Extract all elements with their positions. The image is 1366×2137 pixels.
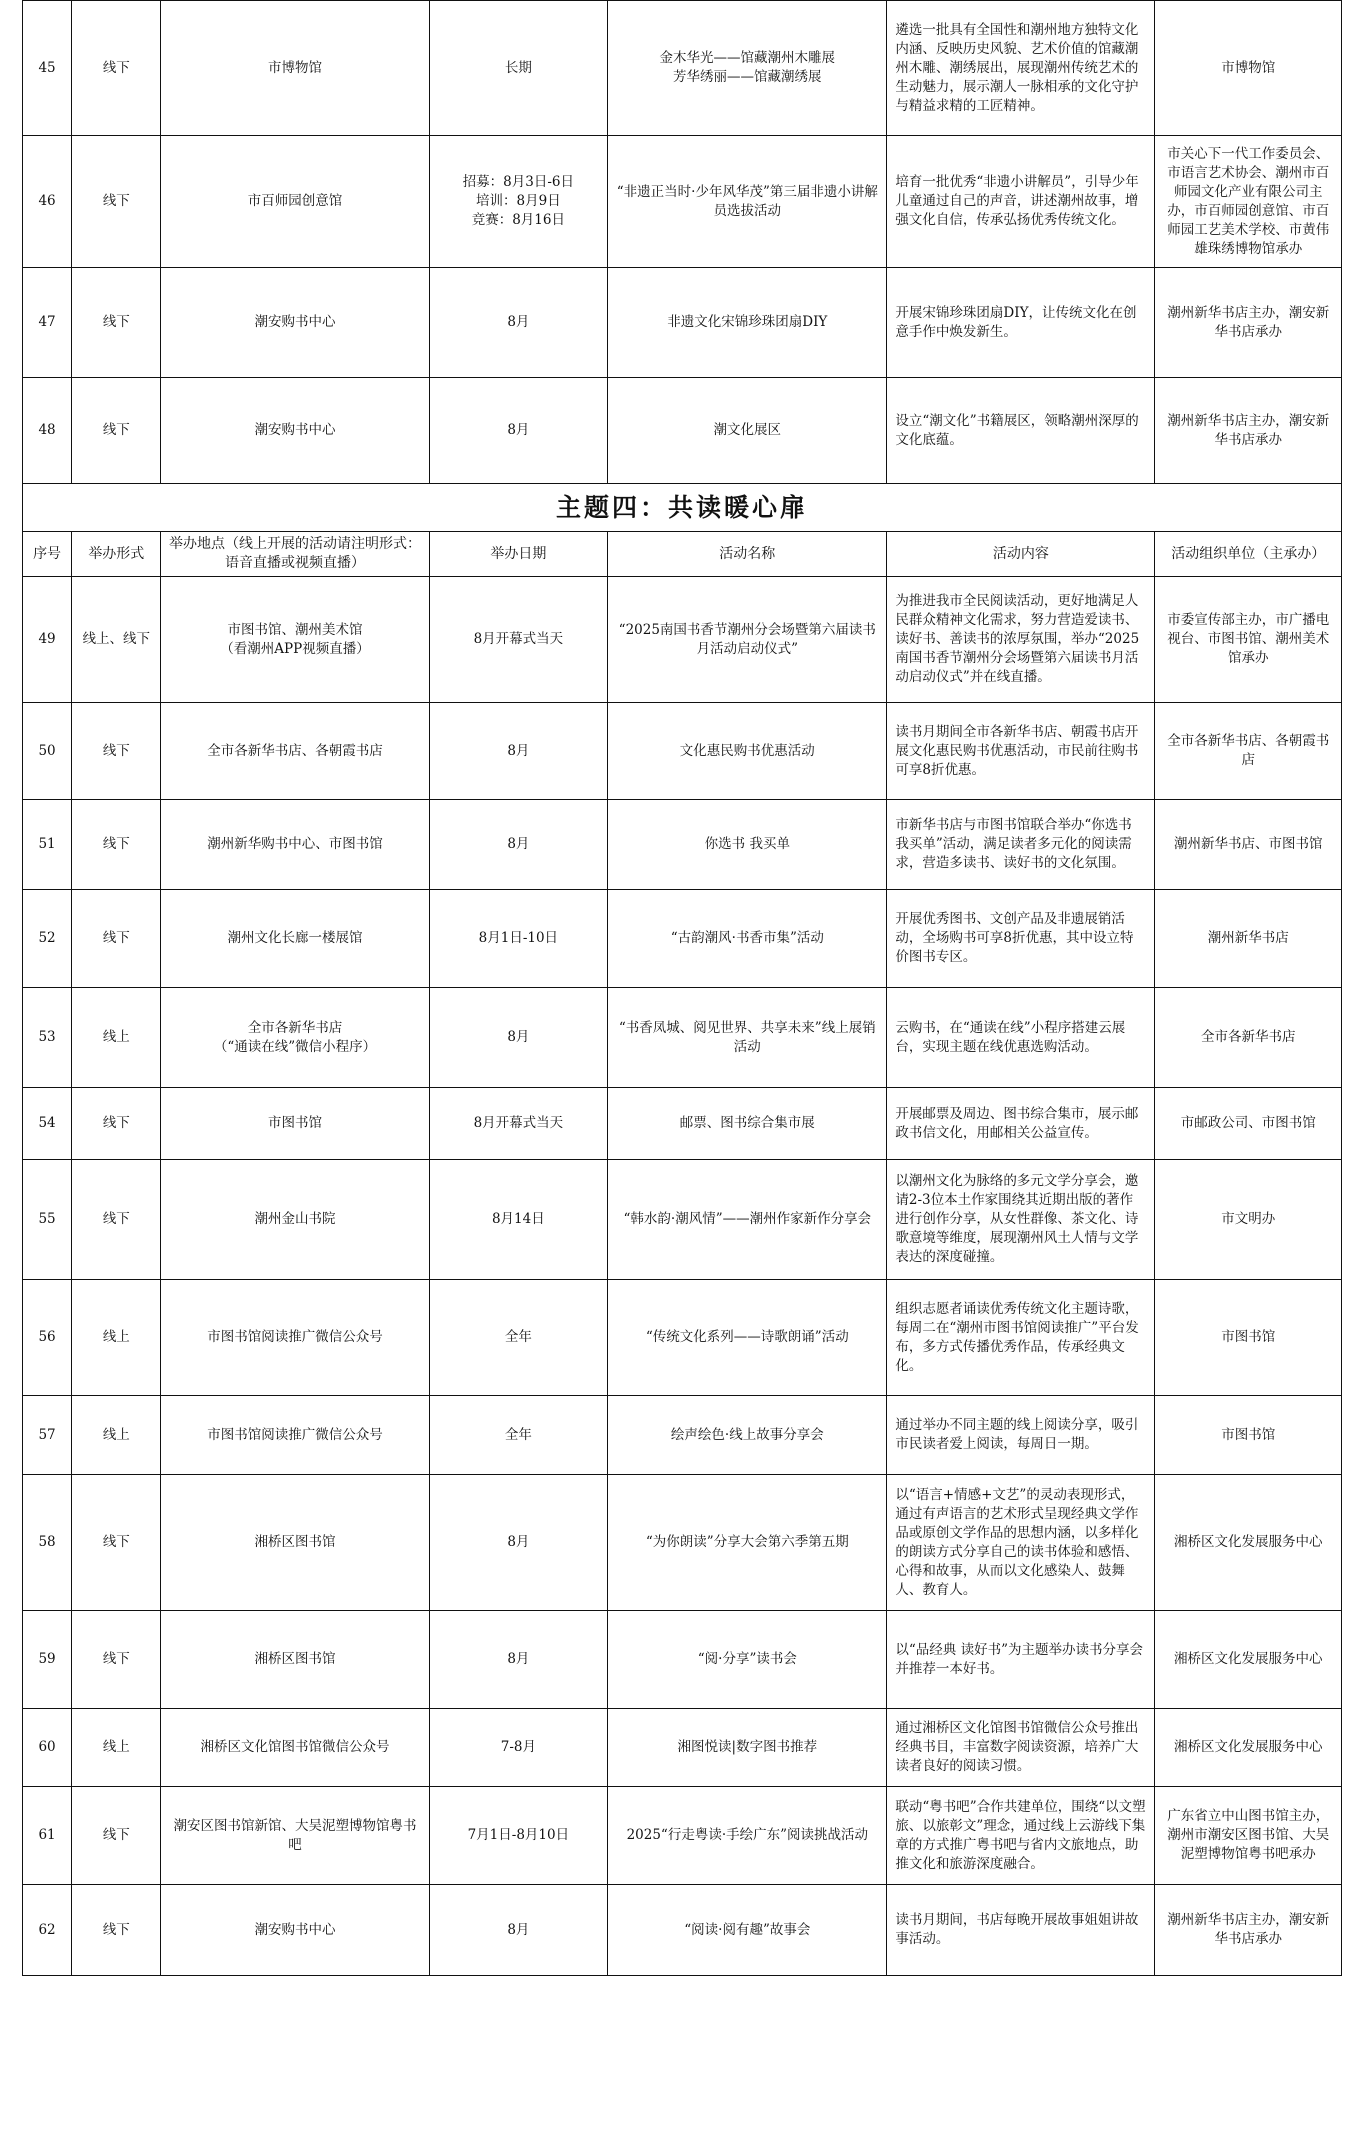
row-activity-name: “2025南国书香节潮州分会场暨第六届读书月活动启动仪式” <box>608 577 887 703</box>
row-format: 线下 <box>72 703 161 800</box>
row-organizer: 全市各新华书店 <box>1155 988 1342 1088</box>
row-format: 线下 <box>72 136 161 268</box>
row-organizer: 潮州新华书店主办，潮安新华书店承办 <box>1155 378 1342 484</box>
row-format: 线下 <box>72 1088 161 1160</box>
theme-four-header <box>23 484 1342 577</box>
table-row <box>23 1088 1342 1160</box>
table-row <box>23 988 1342 1088</box>
row-date: 8月14日 <box>429 1160 608 1280</box>
row-format: 线下 <box>72 1160 161 1280</box>
row-date: 8月开幕式当天 <box>429 577 608 703</box>
row-date: 8月 <box>429 1475 608 1611</box>
row-number: 62 <box>23 1885 72 1976</box>
table-row <box>23 1475 1342 1611</box>
row-organizer: 市博物馆 <box>1155 1 1342 136</box>
row-format: 线上 <box>72 1280 161 1396</box>
row-format: 线下 <box>72 378 161 484</box>
row-number: 50 <box>23 703 72 800</box>
row-activity-content: 读书月期间，书店每晚开展故事姐姐讲故事活动。 <box>887 1885 1155 1976</box>
row-activity-content: 开展优秀图书、文创产品及非遗展销活动，全场购书可享8折优惠，其中设立特价图书专区。 <box>887 890 1155 988</box>
table-row <box>23 1160 1342 1280</box>
row-date: 8月 <box>429 268 608 378</box>
row-number: 59 <box>23 1611 72 1709</box>
row-number: 57 <box>23 1396 72 1475</box>
row-format: 线上、线下 <box>72 577 161 703</box>
row-format: 线上 <box>72 1709 161 1787</box>
row-activity-content: 开展邮票及周边、图书综合集市，展示邮政书信文化，用邮相关公益宣传。 <box>887 1088 1155 1160</box>
table-row <box>23 800 1342 890</box>
table-row <box>23 1709 1342 1787</box>
row-activity-content: 设立“潮文化”书籍展区，领略潮州深厚的文化底蕴。 <box>887 378 1155 484</box>
row-venue: 全市各新华书店 （“通读在线”微信小程序） <box>161 988 429 1088</box>
table-row <box>23 577 1342 703</box>
row-venue: 潮安区图书馆新馆、大吴泥塑博物馆粤书吧 <box>161 1787 429 1885</box>
row-number: 48 <box>23 378 72 484</box>
row-activity-content: 为推进我市全民阅读活动，更好地满足人民群众精神文化需求，努力营造爱读书、读好书、善读书的浓厚氛围，举办“2025南国书香节潮州分会场暨第六届读书月活动启动仪式”并在线直播。 <box>887 577 1155 703</box>
row-venue: 湘桥区图书馆 <box>161 1611 429 1709</box>
table-row <box>23 1280 1342 1396</box>
row-organizer: 市图书馆 <box>1155 1280 1342 1396</box>
row-activity-name: “传统文化系列——诗歌朗诵”活动 <box>608 1280 887 1396</box>
table-row <box>23 890 1342 988</box>
row-number: 52 <box>23 890 72 988</box>
row-number: 61 <box>23 1787 72 1885</box>
row-format: 线下 <box>72 800 161 890</box>
header-activity-name: 活动名称 <box>608 532 887 577</box>
row-activity-name: 文化惠民购书优惠活动 <box>608 703 887 800</box>
row-activity-name: 邮票、图书综合集市展 <box>608 1088 887 1160</box>
row-venue: 市图书馆 <box>161 1088 429 1160</box>
row-activity-name: 潮文化展区 <box>608 378 887 484</box>
row-date: 7-8月 <box>429 1709 608 1787</box>
row-activity-name: 你选书 我买单 <box>608 800 887 890</box>
header-organizer: 活动组织单位（主承办） <box>1155 532 1342 577</box>
row-venue: 市图书馆、潮州美术馆 （看潮州APP视频直播） <box>161 577 429 703</box>
table-row <box>23 268 1342 378</box>
row-activity-name: “为你朗读”分享大会第六季第五期 <box>608 1475 887 1611</box>
row-format: 线下 <box>72 1885 161 1976</box>
row-activity-name: “韩水韵·潮风情”——潮州作家新作分享会 <box>608 1160 887 1280</box>
row-format: 线下 <box>72 1475 161 1611</box>
row-activity-name: “非遗正当时·少年风华茂”第三届非遗小讲解员选拔活动 <box>608 136 887 268</box>
row-organizer: 湘桥区文化发展服务中心 <box>1155 1475 1342 1611</box>
row-activity-content: 遴选一批具有全国性和潮州地方独特文化内涵、反映历史风貌、艺术价值的馆藏潮州木雕、潮绣展出，展现潮州传统艺术的生动魅力，展示潮人一脉相承的文化守护与精益求精的工匠精神。 <box>887 1 1155 136</box>
row-number: 60 <box>23 1709 72 1787</box>
header-format: 举办形式 <box>72 532 161 577</box>
row-venue: 潮州金山书院 <box>161 1160 429 1280</box>
row-date: 全年 <box>429 1280 608 1396</box>
row-venue: 市图书馆阅读推广微信公众号 <box>161 1396 429 1475</box>
table-row <box>23 1396 1342 1475</box>
row-number: 49 <box>23 577 72 703</box>
row-activity-content: 市新华书店与市图书馆联合举办“你选书 我买单”活动，满足读者多元化的阅读需求，营造多读书、读好书的文化氛围。 <box>887 800 1155 890</box>
row-format: 线下 <box>72 1611 161 1709</box>
row-date: 招募：8月3日-6日 培训：8月9日 竞赛：8月16日 <box>429 136 608 268</box>
row-number: 54 <box>23 1088 72 1160</box>
header-activity-content: 活动内容 <box>887 532 1155 577</box>
theme-four-title: 主题四：共读暖心扉 <box>23 484 1342 532</box>
row-date: 8月 <box>429 703 608 800</box>
row-date: 8月 <box>429 988 608 1088</box>
row-activity-name: “书香凤城、阅见世界、共享未来”线上展销活动 <box>608 988 887 1088</box>
row-format: 线上 <box>72 988 161 1088</box>
row-format: 线下 <box>72 890 161 988</box>
table-row <box>23 1787 1342 1885</box>
row-organizer: 市邮政公司、市图书馆 <box>1155 1088 1342 1160</box>
row-venue: 潮州新华购书中心、市图书馆 <box>161 800 429 890</box>
column-header-row <box>23 532 1342 577</box>
row-activity-content: 培育一批优秀“非遗小讲解员”，引导少年儿童通过自己的声音，讲述潮州故事，增强文化自信，传承弘扬优秀传统文化。 <box>887 136 1155 268</box>
row-number: 51 <box>23 800 72 890</box>
row-venue: 湘桥区文化馆图书馆微信公众号 <box>161 1709 429 1787</box>
row-organizer: 潮州新华书店主办，潮安新华书店承办 <box>1155 268 1342 378</box>
row-date: 8月开幕式当天 <box>429 1088 608 1160</box>
row-date: 8月 <box>429 1611 608 1709</box>
row-date: 全年 <box>429 1396 608 1475</box>
table-row <box>23 378 1342 484</box>
row-activity-content: 读书月期间全市各新华书店、朝霞书店开展文化惠民购书优惠活动，市民前往购书可享8折优惠。 <box>887 703 1155 800</box>
row-activity-name: 非遗文化宋锦珍珠团扇DIY <box>608 268 887 378</box>
row-activity-name: “阅·分享”读书会 <box>608 1611 887 1709</box>
header-date: 举办日期 <box>429 532 608 577</box>
row-activity-name: 金木华光——馆藏潮州木雕展 芳华绣丽——馆藏潮绣展 <box>608 1 887 136</box>
row-format: 线下 <box>72 1787 161 1885</box>
row-venue: 潮安购书中心 <box>161 1885 429 1976</box>
header-number: 序号 <box>23 532 72 577</box>
table-row <box>23 1885 1342 1976</box>
row-venue: 市百师园创意馆 <box>161 136 429 268</box>
row-organizer: 市文明办 <box>1155 1160 1342 1280</box>
row-date: 长期 <box>429 1 608 136</box>
row-activity-content: 联动“粤书吧”合作共建单位，围绕“以文塑旅、以旅彰文”理念，通过线上云游线下集章的方式推广粤书吧与省内文旅地点，助推文化和旅游深度融合。 <box>887 1787 1155 1885</box>
row-activity-name: “阅读·阅有趣”故事会 <box>608 1885 887 1976</box>
row-organizer: 湘桥区文化发展服务中心 <box>1155 1611 1342 1709</box>
row-date: 8月 <box>429 1885 608 1976</box>
row-venue: 潮州文化长廊一楼展馆 <box>161 890 429 988</box>
row-organizer: 潮州新华书店、市图书馆 <box>1155 800 1342 890</box>
row-number: 46 <box>23 136 72 268</box>
row-organizer: 市关心下一代工作委员会、市语言艺术协会、潮州市百师园文化产业有限公司主办，市百师园创意馆、市百师园工艺美术学校、市黄伟雄珠绣博物馆承办 <box>1155 136 1342 268</box>
row-venue: 市图书馆阅读推广微信公众号 <box>161 1280 429 1396</box>
row-number: 45 <box>23 1 72 136</box>
row-activity-name: 湘图悦读|数字图书推荐 <box>608 1709 887 1787</box>
row-format: 线下 <box>72 1 161 136</box>
row-organizer: 市委宣传部主办，市广播电视台、市图书馆、潮州美术馆承办 <box>1155 577 1342 703</box>
theme-three-rows <box>23 1 1342 484</box>
row-activity-content: 以潮州文化为脉络的多元文学分享会，邀请2-3位本土作家围绕其近期出版的著作进行创作分享，从女性群像、茶文化、诗歌意境等维度，展现潮州风土人情与文学表达的深度碰撞。 <box>887 1160 1155 1280</box>
row-organizer: 市图书馆 <box>1155 1396 1342 1475</box>
row-number: 55 <box>23 1160 72 1280</box>
row-venue: 市博物馆 <box>161 1 429 136</box>
row-organizer: 潮州新华书店 <box>1155 890 1342 988</box>
row-activity-name: “古韵潮风·书香市集”活动 <box>608 890 887 988</box>
row-activity-content: 以“语言+情感+文艺”的灵动表现形式，通过有声语言的艺术形式呈现经典文学作品或原创文学作品的思想内涵，以多样化的朗读方式分享自己的读书体验和感悟、心得和故事，从而以文化感染人、鼓舞人、教育人。 <box>887 1475 1155 1611</box>
row-venue: 潮安购书中心 <box>161 268 429 378</box>
row-organizer: 全市各新华书店、各朝霞书店 <box>1155 703 1342 800</box>
row-organizer: 湘桥区文化发展服务中心 <box>1155 1709 1342 1787</box>
row-venue: 湘桥区图书馆 <box>161 1475 429 1611</box>
row-organizer: 广东省立中山图书馆主办，潮州市潮安区图书馆、大吴泥塑博物馆粤书吧承办 <box>1155 1787 1342 1885</box>
header-venue: 举办地点（线上开展的活动请注明形式：语音直播或视频直播） <box>161 532 429 577</box>
row-format: 线下 <box>72 268 161 378</box>
row-number: 47 <box>23 268 72 378</box>
row-organizer: 潮州新华书店主办，潮安新华书店承办 <box>1155 1885 1342 1976</box>
table-row <box>23 1 1342 136</box>
row-activity-content: 通过举办不同主题的线上阅读分享，吸引市民读者爱上阅读，每周日一期。 <box>887 1396 1155 1475</box>
row-activity-name: 绘声绘色·线上故事分享会 <box>608 1396 887 1475</box>
row-format: 线上 <box>72 1396 161 1475</box>
row-venue: 全市各新华书店、各朝霞书店 <box>161 703 429 800</box>
table-row <box>23 1611 1342 1709</box>
row-number: 56 <box>23 1280 72 1396</box>
events-table <box>22 0 1342 1976</box>
row-date: 8月1日-10日 <box>429 890 608 988</box>
row-activity-content: 开展宋锦珍珠团扇DIY，让传统文化在创意手作中焕发新生。 <box>887 268 1155 378</box>
row-activity-content: 组织志愿者诵读优秀传统文化主题诗歌，每周二在“潮州市图书馆阅读推广”平台发布，多方式传播优秀作品，传承经典文化。 <box>887 1280 1155 1396</box>
row-activity-content: 以“品经典 读好书”为主题举办读书分享会并推荐一本好书。 <box>887 1611 1155 1709</box>
row-date: 7月1日-8月10日 <box>429 1787 608 1885</box>
row-activity-content: 通过湘桥区文化馆图书馆微信公众号推出经典书目，丰富数字阅读资源，培养广大读者良好的阅读习惯。 <box>887 1709 1155 1787</box>
row-date: 8月 <box>429 800 608 890</box>
theme-four-rows <box>23 577 1342 1976</box>
table-row <box>23 703 1342 800</box>
table-row <box>23 136 1342 268</box>
row-number: 58 <box>23 1475 72 1611</box>
row-date: 8月 <box>429 378 608 484</box>
row-venue: 潮安购书中心 <box>161 378 429 484</box>
row-activity-content: 云购书，在“通读在线”小程序搭建云展台，实现主题在线优惠选购活动。 <box>887 988 1155 1088</box>
row-activity-name: 2025“行走粤读·手绘广东”阅读挑战活动 <box>608 1787 887 1885</box>
row-number: 53 <box>23 988 72 1088</box>
